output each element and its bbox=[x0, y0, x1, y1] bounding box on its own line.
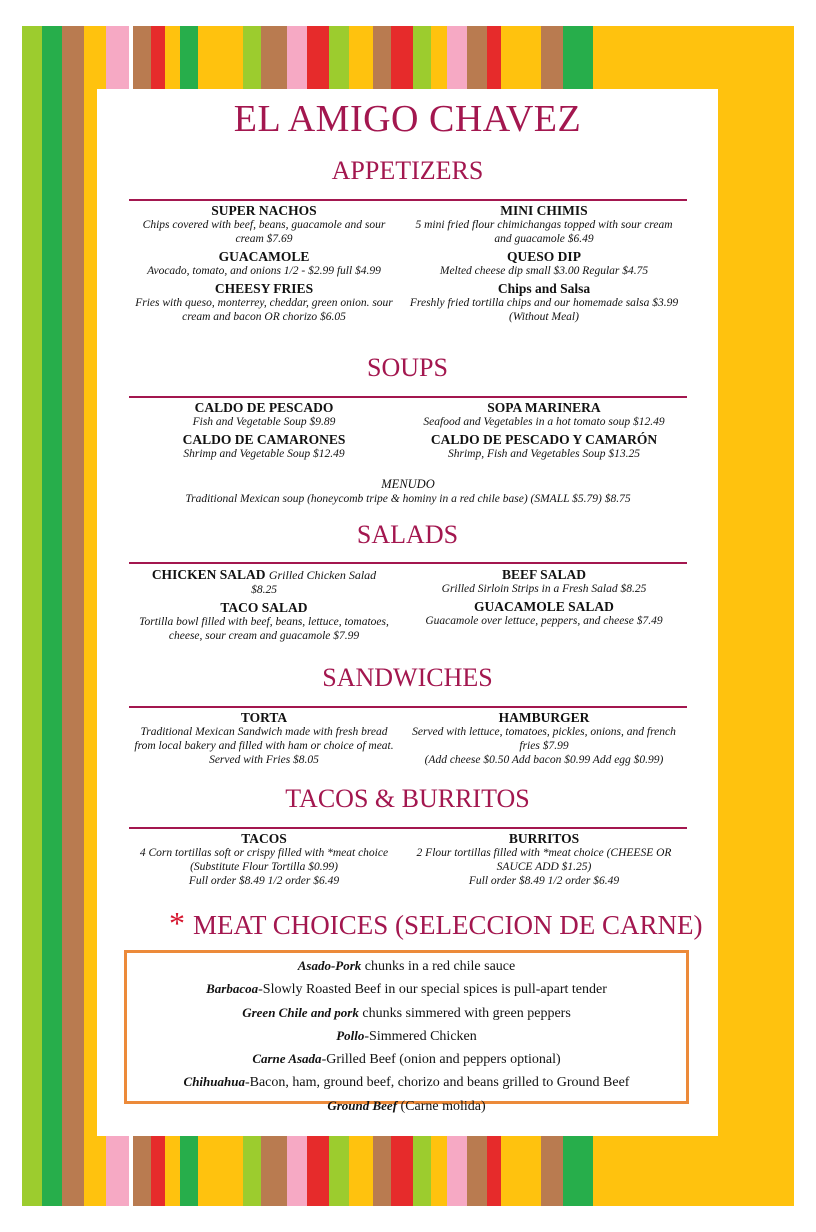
salads-rule bbox=[129, 562, 687, 564]
restaurant-title: EL AMIGO CHAVEZ bbox=[233, 98, 582, 140]
menu-item: TORTA Traditional Mexican Sandwich made with fresh bread from local bakery and filled with ham or choice of meat. Served with Fries $8.05 bbox=[134, 710, 394, 766]
menu-item: CHICKEN SALAD Grilled Chicken Salad $8.25 bbox=[151, 567, 377, 596]
menu-item: GUACAMOLE SALAD Guacamole over lettuce, peppers, and cheese $7.49 bbox=[425, 599, 663, 627]
soups-heading: SOUPS bbox=[367, 353, 448, 382]
soups-left-column bbox=[129, 400, 399, 464]
menu-panel bbox=[97, 89, 718, 1136]
sandwiches-rule bbox=[129, 706, 687, 708]
tacos-left-column bbox=[129, 831, 399, 891]
menu-item: SOPA MARINERA Seafood and Vegetables in a hot tomato soup $12.49 bbox=[423, 400, 665, 428]
meat-choice: Green Chile and pork chunks simmered with green peppers bbox=[242, 1004, 571, 1021]
meat-choices-heading: * MEAT CHOICES (SELECCION DE CARNE) bbox=[169, 905, 703, 941]
tacos-burritos-rule bbox=[129, 827, 687, 829]
menu-item: QUESO DIP Melted cheese dip small $3.00 Regular $4.75 bbox=[439, 249, 649, 277]
menu-item: GUACAMOLE Avocado, tomato, and onions 1/2 - $2.99 full $4.99 bbox=[147, 249, 381, 277]
menu-item: TACO SALAD Tortilla bowl filled with beef, beans, lettuce, tomatoes, cheese, sour cream and guacamole $7.99 bbox=[139, 600, 389, 642]
meat-choice: Chihuahua-Bacon, ham, ground beef, chorizo and beans grilled to Ground Beef bbox=[183, 1074, 630, 1091]
menu-item: SUPER NACHOS Chips covered with beef, beans, guacamole and sour cream $7.69 bbox=[142, 203, 386, 245]
asterisk-icon: * bbox=[169, 905, 185, 941]
appetizers-rule bbox=[129, 199, 687, 201]
menu-item: CHEESY FRIES Fries with queso, monterrey, cheddar, green onion. sour cream and bacon OR chorizo $6.05 bbox=[135, 281, 393, 323]
appetizers-right-column bbox=[409, 203, 679, 327]
menu-item: CALDO DE CAMARONES Shrimp and Vegetable Soup $12.49 bbox=[182, 432, 346, 460]
meat-choice: Carne Asada-Grilled Beef (onion and peppers optional) bbox=[252, 1051, 561, 1068]
menu-item: MINI CHIMIS 5 mini fried flour chimichangas topped with sour cream and guacamole $6.49 bbox=[415, 203, 673, 245]
stripe bbox=[42, 26, 62, 1206]
sandwiches-right-column bbox=[409, 710, 679, 770]
menudo-item: MENUDO Traditional Mexican soup (honeycomb tripe & hominy in a red chile base) (SMALL $5.79) $8.75 bbox=[185, 477, 631, 505]
menu-item: TACOS 4 Corn tortillas soft or crispy filled with *meat choice (Substitute Flour Tortilla $0.99) Full order $8.49 1/2 order $6.49 bbox=[139, 831, 389, 887]
meat-choice: Asado-Pork chunks in a red chile sauce bbox=[297, 958, 516, 974]
menu-item: Chips and Salsa Freshly fried tortilla chips and our homemade salsa $3.99 (Without Meal) bbox=[409, 281, 679, 323]
stripe bbox=[22, 26, 42, 1206]
salads-left-column bbox=[129, 567, 399, 646]
soups-right-column bbox=[409, 400, 679, 464]
menu-item: HAMBURGER Served with lettuce, tomatoes, pickles, onions, and french fries $7.99 (Add cheese $0.50 Add bacon $0.99 Add egg $0.99) bbox=[412, 710, 676, 766]
stripe bbox=[62, 26, 84, 1206]
menu-item: BURRITOS 2 Flour tortillas filled with *meat choice (CHEESE OR SAUCE ADD $1.25) Full order $8.49 1/2 order $6.49 bbox=[416, 831, 672, 887]
soups-rule bbox=[129, 396, 687, 398]
meat-choice: Ground Beef (Carne molida) bbox=[327, 1097, 486, 1114]
tacos-burritos-heading: TACOS & BURRITOS bbox=[285, 784, 530, 813]
menu-item: CALDO DE PESCADO Y CAMARÓN Shrimp, Fish and Vegetables Soup $13.25 bbox=[430, 432, 658, 460]
menu-item: BEEF SALAD Grilled Sirloin Strips in a Fresh Salad $8.25 bbox=[441, 567, 647, 595]
menu-item: CALDO DE PESCADO Fish and Vegetable Soup $9.89 bbox=[192, 400, 336, 428]
meat-choices-box bbox=[124, 950, 689, 1114]
sandwiches-heading: SANDWICHES bbox=[322, 663, 493, 692]
sandwiches-left-column bbox=[129, 710, 399, 770]
salads-heading: SALADS bbox=[356, 520, 459, 549]
appetizers-left-column bbox=[129, 203, 399, 327]
salads-right-column bbox=[409, 567, 679, 631]
appetizers-heading: APPETIZERS bbox=[331, 156, 484, 185]
meat-choice: Barbacoa-Slowly Roasted Beef in our special spices is pull-apart tender bbox=[206, 981, 607, 998]
burritos-right-column bbox=[409, 831, 679, 891]
meat-choice: Pollo-Simmered Chicken bbox=[336, 1027, 477, 1044]
